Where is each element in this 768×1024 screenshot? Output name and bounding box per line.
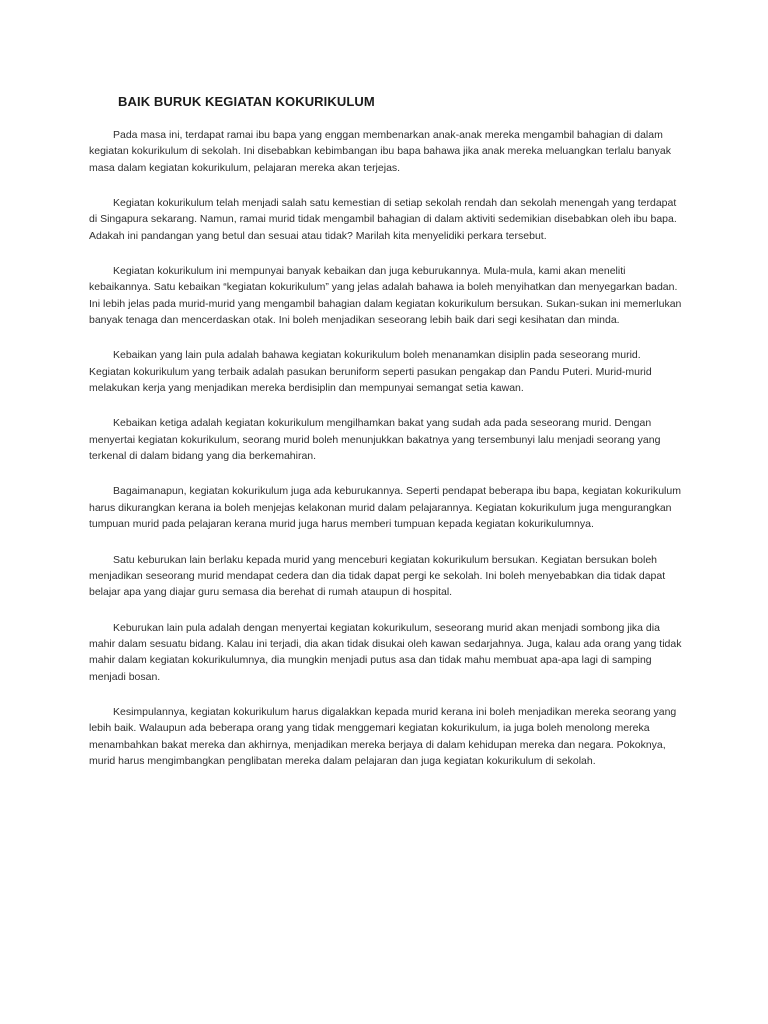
paragraph-context: Kegiatan kokurikulum telah menjadi salah satu kemestian di setiap sekolah rendah dan sekolah menengah yang terdapat di Singapura sekarang. Namun, ramai murid tidak mengambil bahagian di dalam aktiviti sedemikian disebabkan oleh ibu bapa. Adakah ini pandangan yang betul dan sesuai atau tidak? Marilah kita menyelidiki perkara tersebut. bbox=[89, 197, 677, 242]
paragraph-drawback-arrogance: Keburukan lain pula adalah dengan menyertai kegiatan kokurikulum, seseorang murid akan menjadi sombong jika dia mahir dalam sesuatu bidang. Kalau ini terjadi, dia akan tidak disukai oleh kawan sedarjahnya. Juga, kalau ada orang yang tidak mahir dalam kegiatan kokurikulumnya, dia mungkin menjadi putus asa dan tidak mahu membuat apa-apa lagi di samping menjadi bosan. bbox=[89, 621, 682, 683]
paragraph-benefit-talent: Kebaikan ketiga adalah kegiatan kokurikulum mengilhamkan bakat yang sudah ada pada seseorang murid. Dengan menyertai kegiatan kokurikulum, seorang murid boleh menunjukkan bakatnya yang tersembunyi lalu menjadi seorang yang terkenal di dalam bidang yang dia berkemahiran. bbox=[89, 417, 661, 463]
paragraph-benefit-health: Kegiatan kokurikulum ini mempunyai banyak kebaikan dan juga keburukannya. Mula-mula, kami akan meneliti kebaikannya. Satu kebaikan “kegiatan kokurikulum” yang jelas adalah bahawa ia boleh menyihatkan dan menyegarkan badan. Ini lebih jelas pada murid-murid yang mengambil bahagian dalam kegiatan kokurikulum bersukan. Sukan-sukan ini memerlukan banyak tenaga dan mencerdaskan otak. Ini boleh menjadikan seseorang lebih baik dari segi kesihatan dan minda. bbox=[89, 265, 682, 327]
paragraph-drawback-studies: Bagaimanapun, kegiatan kokurikulum juga ada keburukannya. Seperti pendapat beberapa ibu bapa, kegiatan kokurikulum harus dikurangkan kerana ia boleh menjejas kelakonan murid dalam pelajarannya. Kegiatan kokurikulum juga mengurangkan tumpuan murid pada pelajaran kerana murid juga harus memberi tumpuan kepada kegiatan kokurikulumnya. bbox=[89, 485, 681, 531]
document-body bbox=[89, 92, 685, 788]
document-title: BAIK BURUK KEGIATAN KOKURIKULUM bbox=[118, 94, 375, 109]
paragraph-intro: Pada masa ini, terdapat ramai ibu bapa yang enggan membenarkan anak-anak mereka mengambil bahagian di dalam kegiatan kokurikulum di sekolah. Ini disebabkan kebimbangan ibu bapa bahawa jika anak mereka meluangkan terlalu banyak masa dalam kegiatan kokurikulum, pelajaran mereka akan terjejas. bbox=[89, 129, 671, 174]
paragraph-drawback-injury: Satu keburukan lain berlaku kepada murid yang menceburi kegiatan kokurikulum bersukan. Kegiatan bersukan boleh menjadikan seseorang murid mendapat cedera dan dia tidak dapat pergi ke sekolah. Ini boleh menyebabkan dia tidak dapat belajar apa yang diajar guru semasa dia berehat di rumah ataupun di hospital. bbox=[89, 553, 666, 599]
paragraph-conclusion: Kesimpulannya, kegiatan kokurikulum harus digalakkan kepada murid kerana ini boleh menjadikan mereka seorang yang lebih baik. Walaupun ada beberapa orang yang tidak menggemari kegiatan kokurikulum, ia juga boleh menolong mereka menambahkan bakat mereka dan akhirnya, menjadikan mereka berjaya di dalam kehidupan mereka dan negara. Pokoknya, murid harus mengimbangkan penglibatan mereka dalam pelajaran dan juga kegiatan kokurikulum di sekolah. bbox=[89, 705, 677, 768]
paragraph-benefit-discipline: Kebaikan yang lain pula adalah bahawa kegiatan kokurikulum boleh menanamkan disiplin pada seseorang murid. Kegiatan kokurikulum yang terbaik adalah pasukan beruniform seperti pasukan pengakap dan Pandu Puteri. Murid-murid melakukan kerja yang menjadikan mereka berdisiplin dan mempunyai semangat setia kawan. bbox=[89, 349, 652, 395]
